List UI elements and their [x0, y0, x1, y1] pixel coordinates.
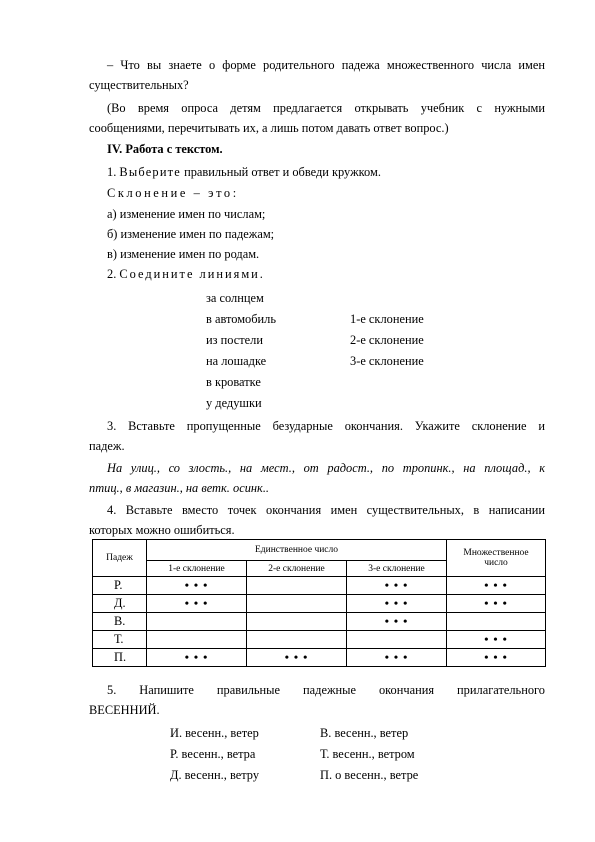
table-subheader-decl2: 2-е склонение: [247, 561, 347, 577]
table-cell: [247, 631, 347, 649]
adjective-form-genitive: Р. весенн., ветра: [170, 747, 256, 761]
task3-line2: падеж.: [89, 439, 125, 453]
table-cell: • • •: [347, 595, 447, 613]
table-subheader-decl1: 1-е склонение: [147, 561, 247, 577]
teacher-note-line2: сообщениями, перечитывать их, а лишь потом давать ответ вопрос.): [89, 121, 449, 135]
task3-example-line1: На улиц., со злость., на мест., от радост., по тропинк., на площад., к: [107, 461, 545, 475]
task3-line1: 3. Вставьте пропущенные безударные окончания. Укажите склонение и: [107, 419, 545, 433]
match-word-5: в кроватке: [206, 375, 261, 389]
match-word-1: за солнцем: [206, 291, 264, 305]
task1-rest: правильный ответ и обведи кружком.: [180, 165, 381, 179]
table-cell-case: В.: [93, 613, 147, 631]
adjective-form-prepositional: П. о весенн., ветре: [320, 768, 419, 782]
table-cell: • • •: [347, 649, 447, 667]
table-cell: • • •: [347, 577, 447, 595]
adjective-form-nominative: И. весенн., ветер: [170, 726, 259, 740]
table-header-case: Падеж: [93, 540, 147, 577]
table-row: [93, 577, 546, 595]
match-word-6: у дедушки: [206, 396, 262, 410]
table-cell: [247, 595, 347, 613]
adjective-form-instrumental: Т. весенн., ветром: [320, 747, 415, 761]
table-cell: • • •: [247, 649, 347, 667]
question-genitive-line2: существительных?: [89, 78, 189, 92]
task2-text: Соедините линиями.: [119, 267, 265, 281]
table-row: [93, 649, 546, 667]
task1-number: 1.: [107, 165, 120, 179]
teacher-note-line1: (Во время опроса детям предлагается открывать учебник с нужными: [107, 101, 545, 115]
task4-line1: 4. Вставьте вместо точек окончания имен существительных, в написании: [107, 503, 545, 517]
section-title: IV. Работа с текстом.: [107, 142, 223, 156]
table-header-plural: Множественное число: [447, 540, 546, 577]
match-declension-2: 2-е склонение: [350, 333, 424, 347]
table-cell: [247, 613, 347, 631]
question-genitive-line1: – Что вы знаете о форме родительного падежа множественного числа имен: [107, 58, 545, 72]
table-cell: [147, 631, 247, 649]
adjective-form-dative: Д. весенн., ветру: [170, 768, 260, 782]
table-cell-case: Т.: [93, 631, 147, 649]
table-cell: • • •: [447, 577, 546, 595]
table-cell: • • •: [447, 595, 546, 613]
task1-verb: Выберите: [119, 165, 181, 179]
table-row: [93, 613, 546, 631]
match-word-4: на лошадке: [206, 354, 267, 368]
task2-heading: [107, 267, 265, 282]
task5-line1: 5. Напишите правильные падежные окончания прилагательного: [107, 683, 545, 697]
table-cell: • • •: [447, 649, 546, 667]
table-row: [93, 631, 546, 649]
table-cell-case: Д.: [93, 595, 147, 613]
table-row: [93, 595, 546, 613]
task5-line2: ВЕСЕННИЙ.: [89, 703, 160, 717]
table-cell: • • •: [447, 631, 546, 649]
table-cell-case: П.: [93, 649, 147, 667]
table-cell: [347, 631, 447, 649]
table-cell: • • •: [147, 577, 247, 595]
task4-line2: которых можно ошибиться.: [89, 523, 235, 537]
table-cell: • • •: [147, 649, 247, 667]
match-declension-3: 3-е склонение: [350, 354, 424, 368]
option-c: в) изменение имен по родам.: [107, 247, 260, 261]
adjective-form-accusative: В. весенн., ветер: [320, 726, 409, 740]
declension-definition: Склонение – это:: [107, 186, 239, 200]
task2-number: 2.: [107, 267, 120, 281]
task3-example-line2: птиц., в магазин., на ветк. осинк..: [89, 481, 270, 495]
match-word-3: из постели: [206, 333, 263, 347]
option-b: б) изменение имен по падежам;: [107, 227, 275, 241]
match-declension-1: 1-е склонение: [350, 312, 424, 326]
table-cell: [247, 577, 347, 595]
table-cell: • • •: [147, 595, 247, 613]
endings-table: [92, 539, 546, 667]
table-subheader-decl3: 3-е склонение: [347, 561, 447, 577]
option-a: а) изменение имен по числам;: [107, 207, 266, 221]
table-header-singular: Единственное число: [147, 540, 447, 561]
task1-heading: [107, 165, 381, 180]
table-cell-case: Р.: [93, 577, 147, 595]
table-cell: • • •: [347, 613, 447, 631]
table-cell: [447, 613, 546, 631]
table-cell: [147, 613, 247, 631]
match-word-2: в автомобиль: [206, 312, 277, 326]
